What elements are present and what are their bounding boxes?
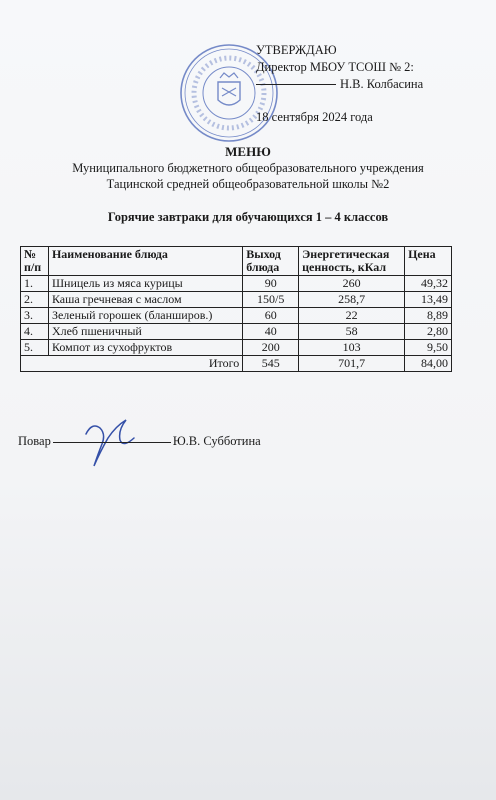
cook-label: Повар <box>18 434 51 448</box>
row-number: 3. <box>21 308 49 324</box>
dish-name: Хлеб пшеничный <box>48 324 242 340</box>
header-price: Цена <box>405 247 452 276</box>
header-number: № п/п <box>21 247 49 276</box>
table-row <box>21 340 452 356</box>
menu-table <box>20 246 452 372</box>
approval-heading: УТВЕРЖДАЮ <box>256 43 337 57</box>
director-position: Директор МБОУ ТСОШ № 2: <box>256 60 414 74</box>
dish-output: 200 <box>243 340 299 356</box>
dish-price: 2,80 <box>405 324 452 340</box>
header-dish-name: Наименование блюда <box>48 247 242 276</box>
cook-name: Ю.В. Субботина <box>172 434 261 448</box>
dish-name: Шницель из мяса курицы <box>48 276 242 292</box>
menu-title: МЕНЮ <box>225 144 271 159</box>
table-header-row <box>21 247 452 276</box>
total-price: 84,00 <box>405 356 452 372</box>
table-row <box>21 292 452 308</box>
dish-energy: 260 <box>299 276 405 292</box>
dish-name: Каша гречневая с маслом <box>48 292 242 308</box>
organization-line-2: Тацинской средней общеобразовательной школы №2 <box>106 177 390 191</box>
organization-line-1: Муниципального бюджетного общеобразовательного учреждения <box>72 161 424 175</box>
cook-signature-line <box>18 434 261 449</box>
approval-block <box>256 42 423 126</box>
dish-price: 9,50 <box>405 340 452 356</box>
dish-energy: 103 <box>299 340 405 356</box>
signature-underline <box>53 442 171 443</box>
row-number: 5. <box>21 340 49 356</box>
director-signature-line <box>256 76 423 93</box>
dish-energy: 22 <box>299 308 405 324</box>
document-heading <box>0 144 496 192</box>
dish-name: Компот из сухофруктов <box>48 340 242 356</box>
menu-subtitle: Горячие завтраки для обучающихся 1 – 4 классов <box>107 210 389 224</box>
approval-date: 18 сентября 2024 года <box>256 110 373 124</box>
dish-output: 60 <box>243 308 299 324</box>
dish-output: 150/5 <box>243 292 299 308</box>
total-label: Итого <box>21 356 243 372</box>
dish-price: 8,89 <box>405 308 452 324</box>
row-number: 2. <box>21 292 49 308</box>
table-row <box>21 276 452 292</box>
table-row <box>21 308 452 324</box>
total-output: 545 <box>243 356 299 372</box>
header-output: Выход блюда <box>243 247 299 276</box>
dish-output: 40 <box>243 324 299 340</box>
dish-energy: 58 <box>299 324 405 340</box>
dish-price: 49,32 <box>405 276 452 292</box>
header-energy: Энергетическая ценность, кКал <box>299 247 405 276</box>
dish-output: 90 <box>243 276 299 292</box>
row-number: 4. <box>21 324 49 340</box>
dish-energy: 258,7 <box>299 292 405 308</box>
total-energy: 701,7 <box>299 356 405 372</box>
table-row <box>21 324 452 340</box>
dish-name: Зеленый горошек (бланширов.) <box>48 308 242 324</box>
dish-price: 13,49 <box>405 292 452 308</box>
table-total-row <box>21 356 452 372</box>
director-name: Н.В. Колбасина <box>340 77 424 91</box>
row-number: 1. <box>21 276 49 292</box>
